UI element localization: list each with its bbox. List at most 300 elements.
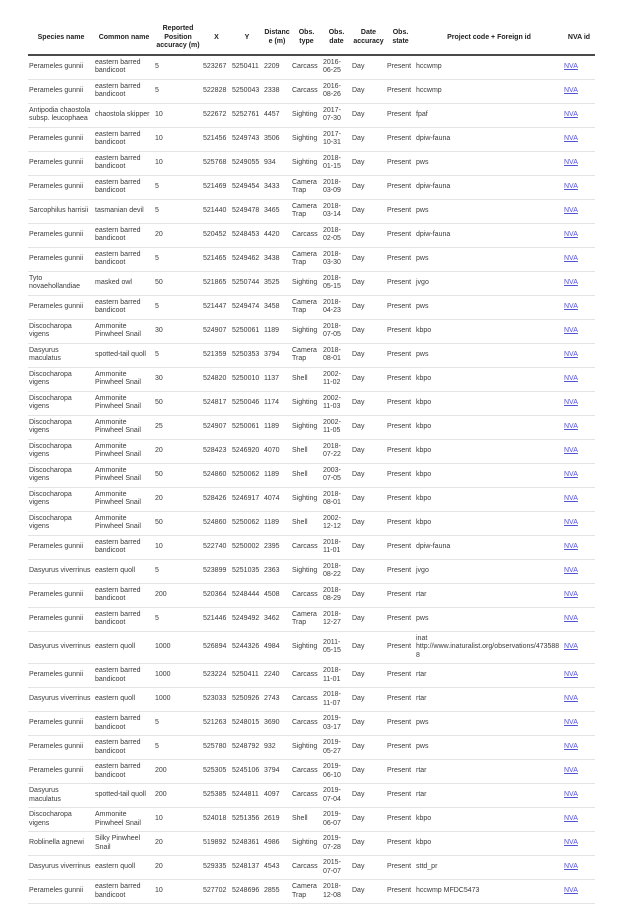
cell-y: 5248444 [231, 583, 263, 607]
cell-common: eastern barred bandicoot [94, 175, 154, 199]
cell-nva [563, 487, 595, 511]
nva-id-link[interactable]: NVA [564, 278, 578, 286]
cell-common: eastern barred bandicoot [94, 295, 154, 319]
nva-id-link[interactable]: NVA [564, 518, 578, 526]
cell-obs_state: Present [386, 151, 415, 175]
cell-obs_date: 2018-08-29 [322, 583, 351, 607]
cell-species: Perameles gunnii [28, 127, 94, 151]
cell-common: Ammonite Pinwheel Snail [94, 808, 154, 832]
nva-id-link[interactable]: NVA [564, 374, 578, 382]
cell-obs_type: Sighting [291, 103, 322, 127]
cell-date_accuracy: Day [351, 736, 386, 760]
cell-distance: 3506 [263, 127, 291, 151]
cell-accuracy: 50 [154, 511, 202, 535]
cell-obs_date: 2018-03-14 [322, 199, 351, 223]
nva-id-link[interactable]: NVA [564, 86, 578, 94]
cell-y: 5251035 [231, 559, 263, 583]
cell-y: 5248015 [231, 712, 263, 736]
cell-obs_date: 2017-10-31 [322, 127, 351, 151]
header-row [28, 22, 595, 55]
cell-x: 521440 [202, 199, 231, 223]
cell-species: Perameles gunnii [28, 760, 94, 784]
col-header-reported-position-accuracy: Reported Position accuracy (m) [154, 22, 202, 55]
cell-project: kbpo [415, 415, 563, 439]
cell-nva [563, 631, 595, 664]
cell-date_accuracy: Day [351, 415, 386, 439]
table-row [28, 559, 595, 583]
cell-nva [563, 367, 595, 391]
cell-common: eastern barred bandicoot [94, 223, 154, 247]
cell-common: eastern barred bandicoot [94, 664, 154, 688]
nva-id-link[interactable]: NVA [564, 446, 578, 454]
cell-common: Ammonite Pinwheel Snail [94, 439, 154, 463]
cell-date_accuracy: Day [351, 487, 386, 511]
cell-accuracy: 10 [154, 535, 202, 559]
cell-x: 519892 [202, 832, 231, 856]
cell-obs_type: Sighting [291, 631, 322, 664]
cell-obs_state: Present [386, 439, 415, 463]
cell-distance: 3462 [263, 607, 291, 631]
cell-obs_type: Sighting [291, 559, 322, 583]
cell-distance: 1137 [263, 367, 291, 391]
cell-accuracy: 1000 [154, 664, 202, 688]
cell-x: 521465 [202, 247, 231, 271]
table-row [28, 295, 595, 319]
table-row [28, 856, 595, 880]
cell-date_accuracy: Day [351, 784, 386, 808]
cell-distance: 4984 [263, 631, 291, 664]
cell-obs_date: 2019-05-27 [322, 736, 351, 760]
nva-id-link[interactable]: NVA [564, 326, 578, 334]
cell-project: hccwmp [415, 79, 563, 103]
cell-date_accuracy: Day [351, 607, 386, 631]
cell-obs_type: Carcass [291, 784, 322, 808]
cell-x: 524860 [202, 463, 231, 487]
cell-species: Perameles gunnii [28, 664, 94, 688]
cell-obs_state: Present [386, 487, 415, 511]
cell-nva [563, 535, 595, 559]
cell-obs_state: Present [386, 199, 415, 223]
nva-id-link[interactable]: NVA [564, 158, 578, 166]
cell-obs_state: Present [386, 343, 415, 367]
cell-date_accuracy: Day [351, 631, 386, 664]
cell-project: rtar [415, 583, 563, 607]
nva-id-link[interactable]: NVA [564, 182, 578, 190]
cell-x: 525780 [202, 736, 231, 760]
cell-obs_type: Carcass [291, 79, 322, 103]
cell-date_accuracy: Day [351, 55, 386, 80]
cell-obs_date: 2018-07-05 [322, 319, 351, 343]
cell-nva [563, 319, 595, 343]
cell-project: dpiw-fauna [415, 175, 563, 199]
cell-nva [563, 583, 595, 607]
cell-nva [563, 271, 595, 295]
cell-obs_date: 2002-11-02 [322, 367, 351, 391]
table-row [28, 175, 595, 199]
cell-x: 524018 [202, 808, 231, 832]
cell-nva [563, 736, 595, 760]
cell-obs_date: 2018-01-15 [322, 151, 351, 175]
cell-obs_date: 2018-12-27 [322, 607, 351, 631]
cell-obs_date: 2018-08-01 [322, 343, 351, 367]
cell-date_accuracy: Day [351, 391, 386, 415]
cell-obs_date: 2016-06-25 [322, 55, 351, 80]
cell-species: Antipodia chaostola subsp. leucophaea [28, 103, 94, 127]
nva-id-link[interactable]: NVA [564, 671, 578, 679]
cell-project: inat http://www.inaturalist.org/observations/4735888 [415, 631, 563, 664]
cell-common: eastern quoll [94, 559, 154, 583]
cell-species: Roblinella agnewi [28, 832, 94, 856]
cell-x: 523899 [202, 559, 231, 583]
cell-y: 5249743 [231, 127, 263, 151]
col-header-project-code-foreign-id: Project code + Foreign id [415, 22, 563, 55]
nva-id-link[interactable]: NVA [564, 494, 578, 502]
table-row [28, 79, 595, 103]
cell-nva [563, 295, 595, 319]
nva-id-link[interactable]: NVA [564, 422, 578, 430]
cell-y: 5249454 [231, 175, 263, 199]
cell-date_accuracy: Day [351, 367, 386, 391]
cell-nva [563, 559, 595, 583]
nva-id-link[interactable]: NVA [564, 643, 578, 650]
cell-obs_type: Sighting [291, 391, 322, 415]
cell-common: Ammonite Pinwheel Snail [94, 415, 154, 439]
cell-y: 5250010 [231, 367, 263, 391]
nva-id-link[interactable]: NVA [564, 590, 578, 598]
cell-common: Ammonite Pinwheel Snail [94, 511, 154, 535]
cell-common: eastern barred bandicoot [94, 880, 154, 904]
nva-id-link[interactable]: NVA [564, 719, 578, 727]
cell-species: Perameles gunnii [28, 535, 94, 559]
table-header [28, 22, 595, 55]
cell-common: eastern barred bandicoot [94, 736, 154, 760]
nva-id-link[interactable]: NVA [564, 134, 578, 142]
cell-project: pws [415, 343, 563, 367]
cell-x: 522672 [202, 103, 231, 127]
cell-accuracy: 50 [154, 463, 202, 487]
cell-obs_type: Sighting [291, 319, 322, 343]
table-row [28, 223, 595, 247]
cell-accuracy: 200 [154, 760, 202, 784]
cell-obs_date: 2018-12-08 [322, 880, 351, 904]
cell-y: 5248137 [231, 856, 263, 880]
cell-date_accuracy: Day [351, 712, 386, 736]
nva-id-link[interactable]: NVA [564, 743, 578, 751]
cell-obs_state: Present [386, 583, 415, 607]
cell-x: 521263 [202, 712, 231, 736]
cell-obs_date: 2018-08-22 [322, 559, 351, 583]
cell-accuracy: 20 [154, 439, 202, 463]
nva-id-link[interactable]: NVA [564, 695, 578, 703]
cell-x: 522740 [202, 535, 231, 559]
cell-obs_state: Present [386, 103, 415, 127]
cell-distance: 3525 [263, 271, 291, 295]
cell-distance: 3690 [263, 712, 291, 736]
cell-date_accuracy: Day [351, 880, 386, 904]
cell-species: Perameles gunnii [28, 79, 94, 103]
table-row [28, 415, 595, 439]
cell-project: rtar [415, 784, 563, 808]
cell-obs_type: Camera Trap [291, 343, 322, 367]
table-row [28, 631, 595, 664]
cell-obs_type: Camera Trap [291, 199, 322, 223]
cell-project: jvgo [415, 559, 563, 583]
cell-species: Perameles gunnii [28, 607, 94, 631]
cell-obs_date: 2011-05-15 [322, 631, 351, 664]
nva-id-link[interactable]: NVA [564, 230, 578, 238]
cell-y: 5248361 [231, 832, 263, 856]
cell-accuracy: 10 [154, 127, 202, 151]
cell-species: Perameles gunnii [28, 712, 94, 736]
cell-date_accuracy: Day [351, 343, 386, 367]
cell-nva [563, 688, 595, 712]
cell-accuracy: 20 [154, 223, 202, 247]
cell-y: 5250062 [231, 463, 263, 487]
cell-species: Dasyurus viverrinus [28, 559, 94, 583]
table-body [28, 55, 595, 904]
cell-obs_date: 2018-02-05 [322, 223, 351, 247]
cell-distance: 2338 [263, 79, 291, 103]
cell-obs_date: 2017-07-30 [322, 103, 351, 127]
cell-species: Perameles gunnii [28, 223, 94, 247]
cell-distance: 1189 [263, 415, 291, 439]
nva-id-link[interactable]: NVA [564, 398, 578, 406]
table-row [28, 784, 595, 808]
cell-x: 521447 [202, 295, 231, 319]
nva-id-link[interactable]: NVA [564, 887, 578, 895]
cell-project: kbpo [415, 319, 563, 343]
cell-common: eastern barred bandicoot [94, 79, 154, 103]
cell-project: kbpo [415, 391, 563, 415]
cell-obs_type: Carcass [291, 55, 322, 80]
cell-date_accuracy: Day [351, 247, 386, 271]
cell-nva [563, 151, 595, 175]
table-row [28, 127, 595, 151]
table-row [28, 199, 595, 223]
cell-obs_state: Present [386, 880, 415, 904]
cell-distance: 3433 [263, 175, 291, 199]
nva-id-link[interactable]: NVA [564, 542, 578, 550]
cell-obs_state: Present [386, 127, 415, 151]
cell-project: pws [415, 712, 563, 736]
cell-y: 5249492 [231, 607, 263, 631]
cell-project: kbpo [415, 439, 563, 463]
cell-date_accuracy: Day [351, 439, 386, 463]
cell-nva [563, 607, 595, 631]
cell-y: 5248453 [231, 223, 263, 247]
col-header-obs-date: Obs. date [322, 22, 351, 55]
cell-obs_type: Camera Trap [291, 295, 322, 319]
cell-obs_state: Present [386, 79, 415, 103]
cell-obs_state: Present [386, 367, 415, 391]
cell-obs_type: Camera Trap [291, 247, 322, 271]
cell-obs_type: Sighting [291, 415, 322, 439]
table-row [28, 319, 595, 343]
cell-nva [563, 832, 595, 856]
cell-nva [563, 463, 595, 487]
nva-id-link[interactable]: NVA [564, 767, 578, 775]
nva-id-link[interactable]: NVA [564, 470, 578, 478]
cell-x: 520452 [202, 223, 231, 247]
cell-obs_type: Sighting [291, 487, 322, 511]
cell-obs_type: Sighting [291, 832, 322, 856]
cell-obs_state: Present [386, 607, 415, 631]
nva-id-link[interactable]: NVA [564, 350, 578, 358]
nva-id-link[interactable]: NVA [564, 62, 578, 70]
nva-id-link[interactable]: NVA [564, 206, 578, 214]
table-row [28, 151, 595, 175]
nva-id-link[interactable]: NVA [564, 614, 578, 622]
cell-common: eastern barred bandicoot [94, 247, 154, 271]
cell-x: 523267 [202, 55, 231, 80]
cell-obs_state: Present [386, 760, 415, 784]
cell-species: Perameles gunnii [28, 175, 94, 199]
cell-common: eastern quoll [94, 688, 154, 712]
cell-project: dpiw-fauna [415, 535, 563, 559]
cell-x: 527702 [202, 880, 231, 904]
cell-distance: 1189 [263, 463, 291, 487]
nva-id-link[interactable]: NVA [564, 791, 578, 799]
cell-nva [563, 712, 595, 736]
cell-obs_type: Carcass [291, 223, 322, 247]
nva-id-link[interactable]: NVA [564, 566, 578, 574]
table-row [28, 55, 595, 80]
cell-date_accuracy: Day [351, 463, 386, 487]
cell-distance: 2395 [263, 535, 291, 559]
cell-date_accuracy: Day [351, 127, 386, 151]
cell-obs_state: Present [386, 223, 415, 247]
cell-accuracy: 10 [154, 103, 202, 127]
cell-obs_date: 2019-07-04 [322, 784, 351, 808]
cell-species: Discocharopa vigens [28, 511, 94, 535]
cell-x: 528423 [202, 439, 231, 463]
cell-project: rtar [415, 664, 563, 688]
cell-project: pws [415, 151, 563, 175]
cell-obs_type: Sighting [291, 127, 322, 151]
table-row [28, 736, 595, 760]
table-row [28, 712, 595, 736]
table-row [28, 832, 595, 856]
cell-obs_state: Present [386, 319, 415, 343]
cell-nva [563, 223, 595, 247]
cell-project: rtar [415, 688, 563, 712]
cell-species: Perameles gunnii [28, 151, 94, 175]
cell-obs_state: Present [386, 712, 415, 736]
cell-obs_state: Present [386, 664, 415, 688]
cell-accuracy: 5 [154, 247, 202, 271]
cell-accuracy: 5 [154, 55, 202, 80]
cell-y: 5250411 [231, 55, 263, 80]
nva-id-link[interactable]: NVA [564, 839, 578, 847]
cell-distance: 934 [263, 151, 291, 175]
cell-obs_date: 2018-07-22 [322, 439, 351, 463]
table-row [28, 607, 595, 631]
cell-project: pws [415, 736, 563, 760]
cell-obs_date: 2015-07-07 [322, 856, 351, 880]
cell-obs_date: 2019-03-17 [322, 712, 351, 736]
table-row [28, 760, 595, 784]
cell-y: 5250411 [231, 664, 263, 688]
nva-id-link[interactable]: NVA [564, 254, 578, 262]
cell-obs_date: 2003-07-05 [322, 463, 351, 487]
cell-y: 5250061 [231, 415, 263, 439]
cell-common: eastern barred bandicoot [94, 55, 154, 80]
cell-distance: 1174 [263, 391, 291, 415]
cell-nva [563, 247, 595, 271]
nva-id-link[interactable]: NVA [564, 863, 578, 871]
cell-project: hccwmp [415, 55, 563, 80]
cell-date_accuracy: Day [351, 151, 386, 175]
cell-species: Perameles gunnii [28, 880, 94, 904]
cell-x: 524907 [202, 415, 231, 439]
cell-distance: 2619 [263, 808, 291, 832]
cell-date_accuracy: Day [351, 808, 386, 832]
cell-obs_state: Present [386, 295, 415, 319]
cell-accuracy: 5 [154, 79, 202, 103]
cell-project: jvgo [415, 271, 563, 295]
cell-species: Discocharopa vigens [28, 463, 94, 487]
cell-common: eastern barred bandicoot [94, 712, 154, 736]
nva-id-link[interactable]: NVA [564, 815, 578, 823]
cell-x: 523224 [202, 664, 231, 688]
cell-distance: 1189 [263, 319, 291, 343]
cell-date_accuracy: Day [351, 583, 386, 607]
cell-date_accuracy: Day [351, 271, 386, 295]
cell-nva [563, 856, 595, 880]
cell-y: 5248792 [231, 736, 263, 760]
cell-project: kbpo [415, 511, 563, 535]
table-row [28, 391, 595, 415]
cell-nva [563, 511, 595, 535]
cell-accuracy: 5 [154, 343, 202, 367]
cell-common: eastern quoll [94, 856, 154, 880]
nva-id-link[interactable]: NVA [564, 110, 578, 118]
cell-date_accuracy: Day [351, 832, 386, 856]
cell-y: 5246920 [231, 439, 263, 463]
cell-date_accuracy: Day [351, 199, 386, 223]
nva-id-link[interactable]: NVA [564, 302, 578, 310]
cell-common: Ammonite Pinwheel Snail [94, 391, 154, 415]
cell-accuracy: 5 [154, 607, 202, 631]
cell-species: Sarcophilus harrisii [28, 199, 94, 223]
cell-nva [563, 415, 595, 439]
col-header-distance: Distance (m) [263, 22, 291, 55]
cell-x: 521456 [202, 127, 231, 151]
cell-date_accuracy: Day [351, 319, 386, 343]
cell-nva [563, 343, 595, 367]
table-row [28, 808, 595, 832]
cell-obs_date: 2018-11-01 [322, 664, 351, 688]
cell-common: eastern quoll [94, 631, 154, 664]
cell-species: Tyto novaehollandiae [28, 271, 94, 295]
cell-distance: 4097 [263, 784, 291, 808]
cell-common: eastern barred bandicoot [94, 127, 154, 151]
cell-obs_date: 2018-05-15 [322, 271, 351, 295]
cell-x: 526894 [202, 631, 231, 664]
cell-project: dpiw-fauna [415, 127, 563, 151]
cell-common: tasmanian devil [94, 199, 154, 223]
cell-species: Dasyurus viverrinus [28, 688, 94, 712]
cell-obs_type: Camera Trap [291, 880, 322, 904]
cell-project: kbpo [415, 487, 563, 511]
cell-species: Discocharopa vigens [28, 808, 94, 832]
cell-obs_state: Present [386, 808, 415, 832]
cell-x: 521469 [202, 175, 231, 199]
cell-distance: 4543 [263, 856, 291, 880]
cell-obs_state: Present [386, 415, 415, 439]
cell-species: Dasyurus maculatus [28, 343, 94, 367]
cell-x: 521865 [202, 271, 231, 295]
